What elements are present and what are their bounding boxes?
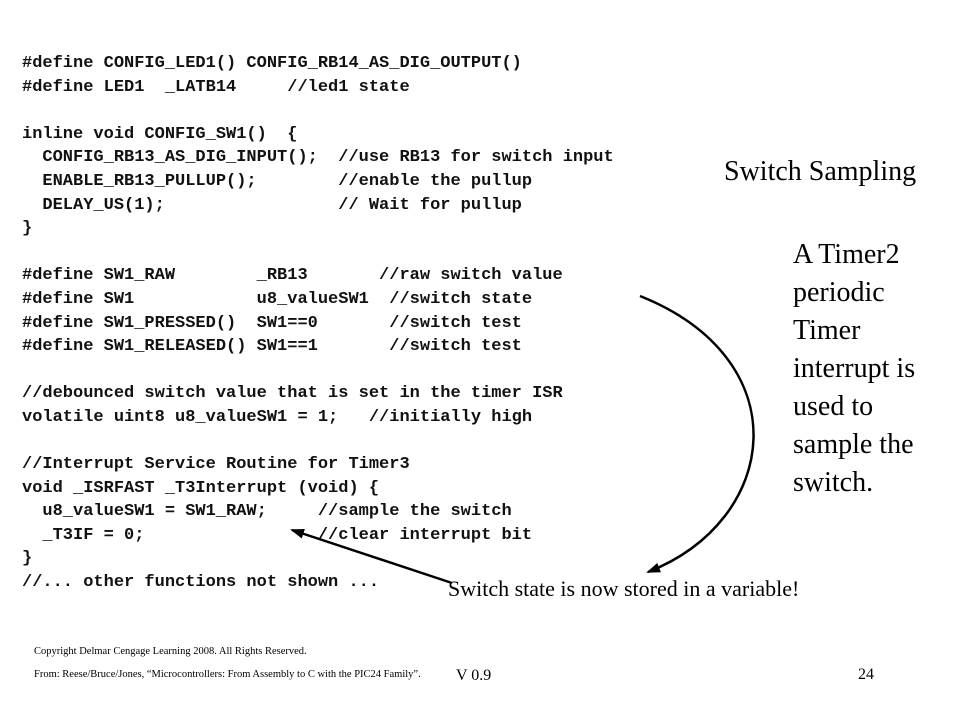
code-line: #define SW1_RELEASED() SW1==1 //switch test: [22, 337, 522, 357]
code-line: CONFIG_RB13_AS_DIG_INPUT(); //use RB13 for switch input: [22, 148, 614, 168]
code-line: inline void CONFIG_SW1() {: [22, 124, 298, 144]
code-line: #define LED1 _LATB14 //led1 state: [22, 77, 410, 97]
code-line: #define SW1_RAW _RB13 //raw switch value: [22, 266, 563, 286]
code-line: }: [22, 549, 33, 569]
version-label: V 0.9: [456, 667, 492, 684]
code-line: //debounced switch value that is set in the timer ISR: [22, 384, 563, 404]
code-line: void _ISRFAST _T3Interrupt (void) {: [22, 478, 380, 498]
arrow-to-stored-note: [640, 296, 754, 572]
code-line: #define SW1_PRESSED() SW1==0 //switch test: [22, 313, 522, 333]
code-line: //Interrupt Service Routine for Timer3: [22, 455, 410, 475]
code-line: u8_valueSW1 = SW1_RAW; //sample the switch: [22, 502, 512, 522]
code-line: //... other functions not shown ...: [22, 573, 380, 593]
code-line: _T3IF = 0; //clear interrupt bit: [22, 525, 533, 545]
code-line: #define CONFIG_LED1() CONFIG_RB14_AS_DIG_OUTPUT(): [22, 54, 522, 73]
copyright-text: Copyright Delmar Cengage Learning 2008. All Rights Reserved.: [34, 646, 307, 657]
code-line: #define SW1 u8_valueSW1 //switch state: [22, 289, 533, 309]
arrow-to-sample-line: [292, 530, 452, 583]
code-line: DELAY_US(1); // Wait for pullup: [22, 195, 522, 215]
slide-title: Switch Sampling: [724, 156, 917, 187]
source-citation: From: Reese/Bruce/Jones, “Microcontrollers: From Assembly to C with the PIC24 Family”.: [34, 669, 421, 680]
stored-note: Switch state is now stored in a variable!: [448, 576, 800, 601]
code-line: }: [22, 219, 33, 239]
code-line: ENABLE_RB13_PULLUP(); //enable the pullup: [22, 171, 533, 191]
page-number: 24: [858, 666, 874, 683]
code-line: volatile uint8 u8_valueSW1 = 1; //initially high: [22, 407, 533, 427]
timer-note: A Timer2 periodic Timer interrupt is used to sample the switch.: [793, 239, 916, 498]
